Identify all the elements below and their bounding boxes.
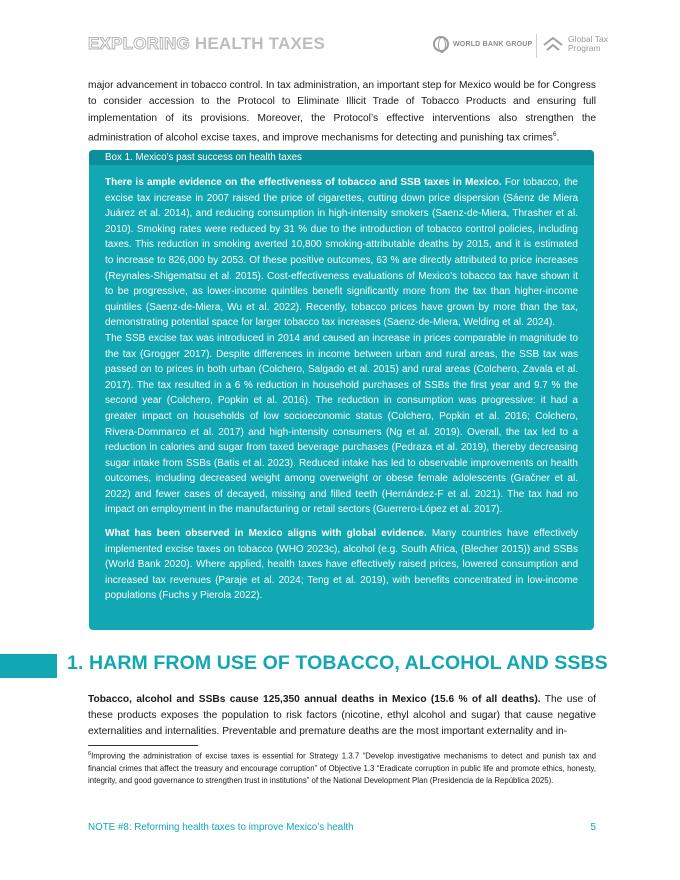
box-title: Box 1. Mexico’s past success on health taxes — [89, 150, 594, 165]
box-body — [105, 175, 578, 604]
logo-divider — [536, 34, 537, 58]
section-accent-bar — [0, 654, 57, 678]
intro-text: major advancement in tobacco control. In tax administration, an important step for Mexico would be for Congress to consider accession to the Protocol to Eliminate Illicit Trade of Tobacco Products and ensuring full implementation of its provisions. Moreover, the Protocol’s effective interventions also strengthen the administration of alcohol excise taxes, and improve mechanisms for detecting and punishing tax crimes — [88, 80, 596, 144]
box-p1-text: For tobacco, the excise tax increase in 2007 raised the price of cigarettes, cutting down price dispersion (Sáenz de Miera Juárez et al. 2014), and reducing consumption in high-intensity smokers (Saenz-de-Miera, Thrasher et al. 2010). Smoking rates were reduced by 31 % due to the introduction of tobacco control policies, including taxes. This reduction in smoking averted 10,800 smoking-attributable deaths by 2015, and it is estimated to increase to 826,000 by 2053. Of these positive outcomes, 63 % are directly attributed to price increases (Reynales-Shigematsu et al. 2015). Cost-effectiveness evaluations of Mexico’s tobacco tax have shown it to be progressive, as lower-income quintiles benefit significantly more from the tax than higher-income quintiles (Saenz-de-Miera, Wu et al. 2022). Recently, tobacco prices have grown by more than the tax, demonstrating potential space for larger tobacco tax increases (Saenz-de-Miera, Welding et al. 2024). — [105, 177, 578, 329]
intro-paragraph — [88, 78, 596, 147]
global-tax-program-logo — [543, 35, 608, 53]
brand-solid-text: HEALTH TAXES — [194, 34, 326, 53]
box-p3-text: Many countries have effectively implemented excise taxes on tobacco (WHO 2023c), alcohol (e.g. South Africa, (Blecher 2015)) and SSBs (World Bank 2020). Where applied, health taxes have effectively raised prices, lowered consumption and increased tax revenues (Paraje et al. 2024; Teng et al. 2019), with benefits concentrated in low-income populations (Fuchs y Pierola 2022). — [105, 528, 578, 602]
footnote — [88, 748, 596, 787]
box-paragraph-tobacco — [105, 175, 578, 331]
world-bank-group-logo — [433, 36, 532, 52]
brand-outline-text: EXPLORING — [88, 34, 190, 53]
gtp-chevron-icon — [543, 36, 563, 52]
series-brand — [88, 34, 325, 54]
box-p3-lead: What has been observed in Mexico aligns with global evidence. — [105, 528, 427, 540]
gtp-line1: Global Tax — [568, 34, 609, 44]
harm-text: The use of these products exposes the population to risk factors (nicotine, ethyl alcohol and sugar) that cause negative externalities and internalities. Preventable and premature deaths are the most important externality and in- — [88, 694, 596, 737]
globe-icon — [433, 36, 449, 52]
footer-note: NOTE #8: Reforming health taxes to improve Mexico’s health — [88, 822, 354, 833]
page-header — [88, 32, 628, 62]
box-mexico-success — [89, 150, 594, 630]
page-number: 5 — [590, 822, 596, 833]
box-p1-lead: There is ample evidence on the effectiveness of tobacco and SSB taxes in Mexico. — [105, 177, 502, 188]
intro-end: . — [556, 132, 560, 144]
footnote-number: 6 — [88, 751, 92, 757]
harm-paragraph — [88, 692, 596, 740]
footnote-text: Improving the administration of excise taxes is essential for Strategy 1.3.7 “Develop investigative mechanisms to detect and punish tax and financial crimes that affect the treasury and encourage corruption” of Objective 1.3 “Eradicate corruption in public life and promote ethics, honesty, integrity, and good governance to strengthen trust in institutions” of the National Development Plan (Presidencia de la República 2025). — [88, 751, 596, 785]
box-paragraph-global — [105, 526, 578, 604]
footnote-rule — [88, 745, 198, 746]
footnote-ref[interactable]: 6 — [552, 130, 557, 138]
gtp-line2: Program — [568, 43, 601, 53]
harm-lead: Tobacco, alcohol and SSBs cause 125,350 annual deaths in Mexico (15.6 % of all deaths). — [88, 694, 541, 705]
wbg-logo-text: WORLD BANK GROUP — [453, 40, 533, 48]
section-heading: 1. HARM FROM USE OF TOBACCO, ALCOHOL AND SSBS — [67, 652, 608, 674]
page-footer — [88, 822, 596, 833]
box-paragraph-ssb: The SSB excise tax was introduced in 2014 and caused an increase in prices comparable in magnitude to the tax (Grogger 2017). Despite differences in income between urban and rural areas, the SSB tax was passed on to prices in both urban (Colchero, Salgado et al. 2015) and rural areas (Colchero, Zavala et al. 2017). The tax resulted in a 6 % reduction in household purchases of SSBs the first year and 9.7 % the second year (Colchero, Popkin et al. 2016). The reduction in consumption was progressive: it had a greater impact on households of low socioeconomic status (Colchero, Popkin et al. 2016; Colchero, Rivera-Dommarco et al. 2017) and high-intensity consumers (Ng et al. 2019). Overall, the tax led to a reduction in calories and sugar from taxed beverage purchases (Pedraza et al. 2019), thereby decreasing sugar intake from SSBs (Batis et al. 2023). Reduced intake has led to observable improvements on health outcomes, including decreased weight among overweight or obese female adolescents (Gračner et al. 2022) and fewer cases of decayed, missing and filled teeth (Hernández-F et al. 2021). The tax had no impact on employment in the manufacturing or retail sectors (Guerrero-López et al. 2017). — [105, 332, 578, 516]
